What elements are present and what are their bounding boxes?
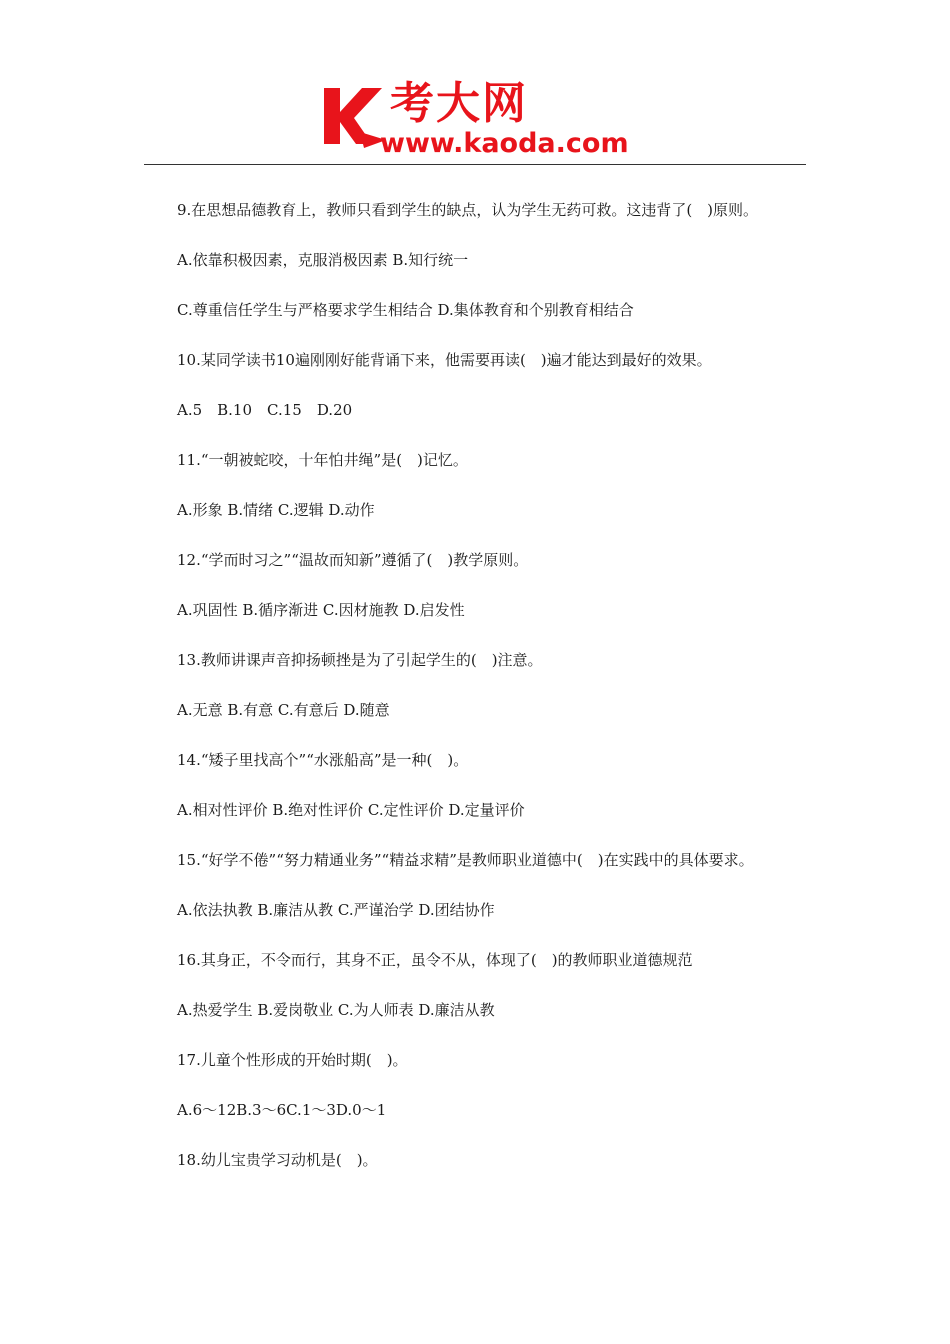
logo-chinese-text: 考大网 <box>390 78 528 129</box>
options-11: A.形象 B.情绪 C.逻辑 D.动作 <box>177 501 375 519</box>
question-9: 9.在思想品德教育上，教师只看到学生的缺点，认为学生无药可救。这违背了( )原则。 <box>177 201 759 219</box>
options-9-ab: A.依靠积极因素，克服消极因素 B.知行统一 <box>177 251 469 269</box>
kaoda-logo <box>320 78 640 160</box>
options-17: A.6～12B.3～6C.1～3D.0～1 <box>177 1101 387 1119</box>
options-9-cd: C.尊重信任学生与严格要求学生相结合 D.集体教育和个别教育相结合 <box>177 301 634 319</box>
options-10: A.5 B.10 C.15 D.20 <box>177 401 353 419</box>
options-16: A.热爱学生 B.爱岗敬业 C.为人师表 D.廉洁从教 <box>177 1001 495 1019</box>
header-divider <box>144 164 806 165</box>
question-16: 16.其身正，不令而行，其身不正，虽令不从，体现了( )的教师职业道德规范 <box>177 951 693 969</box>
options-14: A.相对性评价 B.绝对性评价 C.定性评价 D.定量评价 <box>177 801 525 819</box>
options-15: A.依法执教 B.廉洁从教 C.严谨治学 D.团结协作 <box>177 901 495 919</box>
question-11: 11.“一朝被蛇咬，十年怕井绳”是( )记忆。 <box>177 451 468 469</box>
question-13: 13.教师讲课声音抑扬顿挫是为了引起学生的( )注意。 <box>177 651 543 669</box>
question-17: 17.儿童个性形成的开始时期( )。 <box>177 1051 408 1069</box>
logo-url-text: www.kaoda.com <box>380 128 629 159</box>
options-12: A.巩固性 B.循序渐进 C.因材施教 D.启发性 <box>177 601 465 619</box>
page-header <box>144 78 806 166</box>
question-15: 15.“好学不倦”“努力精通业务”“精益求精”是教师职业道德中( )在实践中的具体要求。 <box>177 851 754 869</box>
options-13: A.无意 B.有意 C.有意后 D.随意 <box>177 701 390 719</box>
question-10: 10.某同学读书10遍刚刚好能背诵下来，他需要再读( )遍才能达到最好的效果。 <box>177 351 712 369</box>
question-14: 14.“矮子里找高个”“水涨船高”是一种( )。 <box>177 751 469 769</box>
question-list <box>144 198 808 1198</box>
question-12: 12.“学而时习之”“温故而知新”遵循了( )教学原则。 <box>177 551 529 569</box>
question-18: 18.幼儿宝贵学习动机是( )。 <box>177 1151 378 1169</box>
